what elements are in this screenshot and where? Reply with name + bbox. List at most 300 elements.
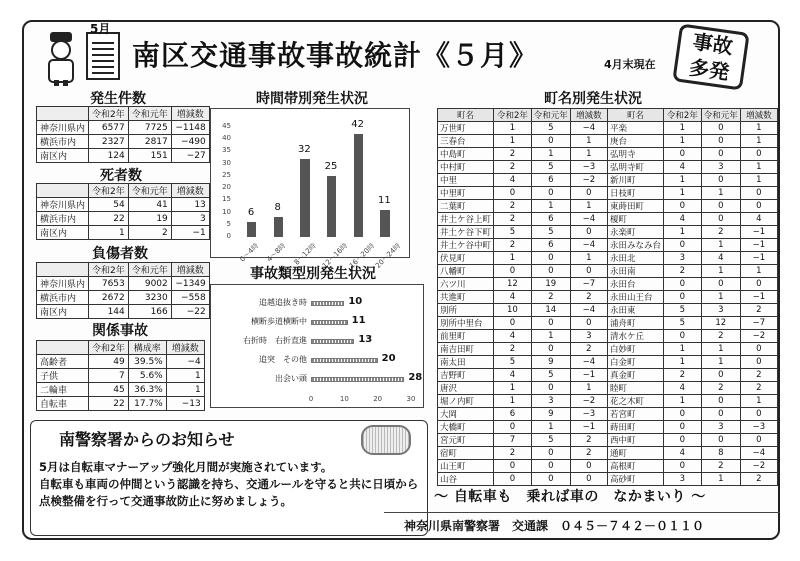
table-cell: 中島町 [438,148,494,161]
table-cell: 神奈川県内 [37,121,89,135]
table-cell: 0 [701,200,740,213]
table-cell: 0 [570,187,607,200]
table-cell: 0 [531,447,570,460]
table-cell: 0 [531,187,570,200]
bar [311,339,354,344]
table-cell: 永田みなみ台 [607,239,663,252]
table-cell: 7 [89,369,129,383]
table-row [438,408,778,421]
header-cell: 構成率 [128,341,166,355]
table-cell: 5.6% [128,369,166,383]
bar [311,301,344,306]
bar [300,159,309,237]
table-cell: 1 [740,265,777,278]
table-cell: 山王町 [438,460,494,473]
as-of-date: 4月末現在 [604,58,656,71]
table-cell: 1 [570,148,607,161]
table-cell: 166 [128,305,171,319]
table-cell: 2 [531,291,570,304]
table-cell: 5 [664,317,702,330]
table-cell: 2 [128,226,171,240]
table-cell: 弘明寺町 [607,161,663,174]
table-cell: 新川町 [607,174,663,187]
table-cell: −2 [740,330,777,343]
header-cell: 令和2年 [89,341,129,355]
table-cell: 12 [701,317,740,330]
table-cell: 0 [664,421,702,434]
table-cell: 4 [494,330,532,343]
table-cell: 南太田 [438,356,494,369]
table-row [438,265,778,278]
table-cell: 1 [531,421,570,434]
table-cell: 1 [740,395,777,408]
table-cell: −4 [570,213,607,226]
table-cell: 1 [664,226,702,239]
table-cell: 0 [494,317,532,330]
injuries-table [36,262,210,319]
table-cell: −1 [570,369,607,382]
table-cell: 中里町 [438,187,494,200]
x-tick-label: 0 [308,395,314,403]
table-cell: 124 [89,149,129,163]
table-cell: −558 [171,291,209,305]
table-cell: 0 [664,330,702,343]
table-cell: −4 [570,304,607,317]
table-cell: 1 [570,200,607,213]
footer-contact: 神奈川県南警察署 交通課 ０４５－７４２－０１１０ [384,512,780,538]
bar [311,320,348,325]
table-cell: 6577 [89,121,129,135]
table-cell: 子供 [37,369,89,383]
table-cell: 2 [494,200,532,213]
header-cell: 令和元年 [128,184,171,198]
table-cell: 12 [494,278,532,291]
table-cell: 2 [570,434,607,447]
table-cell: 榎町 [607,213,663,226]
table-cell: 0 [570,473,607,486]
table-cell: −22 [171,305,209,319]
header-cell: 令和2年 [89,263,129,277]
table-row [37,291,210,305]
x-tick-label: 8〜12時 [293,241,319,267]
table-cell: 0 [664,434,702,447]
table-cell: 1 [494,252,532,265]
table-cell: 5 [494,356,532,369]
table-cell: 2 [701,382,740,395]
y-tick-label: 15 [222,195,231,204]
table-cell: 2 [570,291,607,304]
table-cell: −4 [570,239,607,252]
deaths-title: 死者数 [100,168,142,184]
category-label: 追越追抜き時 [259,298,307,307]
table-cell: 0 [494,265,532,278]
table-cell: 1 [701,265,740,278]
month-badge: 5月 [90,22,111,36]
x-tick-label: 10 [339,395,349,403]
table-cell: 南区内 [37,149,89,163]
table-cell: 3 [664,252,702,265]
table-cell: 39.5% [128,355,166,369]
table-cell: 1 [701,239,740,252]
table-cell: −4 [740,447,777,460]
table-cell: 2 [494,161,532,174]
table-cell: 0 [531,252,570,265]
table-cell: 0 [570,226,607,239]
table-row [438,252,778,265]
table-cell: −27 [171,149,209,163]
table-row [438,434,778,447]
table-cell: 花之木町 [607,395,663,408]
table-cell: 前里町 [438,330,494,343]
notice-line-2: 自転車も車両の仲間という認識を持ち、交通ルールを守ると共に日頃から点検整備を行って交通事故防止に努めましょう。 [39,477,419,508]
table-cell: 2817 [128,135,171,149]
table-row [438,356,778,369]
y-tick-label: 10 [222,207,231,216]
table-row [438,382,778,395]
bar [247,222,256,237]
table-cell: 吉野町 [438,369,494,382]
table-cell: 平楽 [607,122,663,135]
table-cell: 4 [494,174,532,187]
table-cell: 1 [494,395,532,408]
table-cell: 0 [570,265,607,278]
table-row [438,447,778,460]
bar [311,377,404,382]
table-cell: 八幡町 [438,265,494,278]
table-row [37,397,205,411]
table-cell: 永田台 [607,278,663,291]
table-cell: 19 [128,212,171,226]
y-tick-label: 45 [222,122,231,130]
header-cell: 令和2年 [494,109,532,122]
table-cell: −1 [570,421,607,434]
table-row [438,343,778,356]
table-cell: 永田南 [607,265,663,278]
table-cell: 144 [89,305,129,319]
table-row [37,121,210,135]
data-label: 25 [324,160,338,172]
header-cell: 増減数 [171,184,209,198]
table-cell: 2 [494,343,532,356]
header-cell: 増減数 [171,107,209,121]
table-row [438,135,778,148]
table-row [37,198,210,212]
table-cell: 高砂町 [607,473,663,486]
table-cell: 浦舟町 [607,317,663,330]
table-cell: 13 [171,198,209,212]
table-cell: 5 [664,304,702,317]
x-tick-label: 4〜8時 [265,241,287,264]
header-cell [37,263,89,277]
table-cell: 0 [701,148,740,161]
header-cell: 増減数 [166,341,204,355]
table-cell: 中村町 [438,161,494,174]
header-row [37,107,210,121]
table-cell: 3 [171,212,209,226]
table-cell: 7 [494,434,532,447]
header-cell [37,184,89,198]
bar [311,358,378,363]
table-row [37,277,210,291]
table-cell: 白妙町 [607,343,663,356]
table-cell: 横浜市内 [37,212,89,226]
table-cell: 0 [740,408,777,421]
table-cell: 1 [664,395,702,408]
table-cell: 若宮町 [607,408,663,421]
table-cell: 六ツ川 [438,278,494,291]
table-cell: 0 [740,356,777,369]
table-row [438,187,778,200]
category-label: 追突 その他 [259,355,307,364]
table-cell: 2 [740,473,777,486]
table-cell: 2 [494,239,532,252]
table-cell: 日枝町 [607,187,663,200]
header-cell: 増減数 [570,109,607,122]
table-cell: 東蒔田町 [607,200,663,213]
header-cell: 令和2年 [664,109,702,122]
table-cell: 高齢者 [37,355,89,369]
table-cell: 神奈川県内 [37,198,89,212]
data-label: 28 [408,372,423,383]
notice-title: 南警察署からのお知らせ [59,430,235,449]
table-row [438,460,778,473]
table-cell: 1 [166,383,204,397]
table-cell: −2 [570,174,607,187]
table-cell: 9 [531,408,570,421]
table-cell: 0 [740,148,777,161]
data-label: 32 [297,143,311,155]
table-cell: 1 [570,382,607,395]
table-row [438,200,778,213]
table-row [37,355,205,369]
category-label: 出会い頭 [275,374,307,383]
table-row [438,291,778,304]
table-cell: −2 [570,395,607,408]
table-cell: 永楽町 [607,226,663,239]
table-cell: 別所 [438,304,494,317]
table-cell: 0 [664,460,702,473]
table-cell: 0 [740,343,777,356]
table-cell: 0 [494,187,532,200]
table-cell: 清水ケ丘 [607,330,663,343]
table-cell: 8 [701,447,740,460]
table-cell: 万世町 [438,122,494,135]
table-cell: 1 [494,382,532,395]
table-cell: 5 [531,122,570,135]
table-cell: 二輪車 [37,383,89,397]
table-cell: 2 [570,447,607,460]
table-cell: 0 [701,434,740,447]
table-cell: 10 [494,304,532,317]
table-cell: 0 [494,460,532,473]
table-cell: 井土ケ谷下町 [438,226,494,239]
table-cell: 151 [128,149,171,163]
table-cell: −2 [740,460,777,473]
table-cell: 中里 [438,174,494,187]
table-cell: 1 [89,226,129,240]
table-cell: 3 [531,395,570,408]
table-cell: 1 [531,148,570,161]
table-cell: −1 [740,252,777,265]
table-row [438,369,778,382]
table-cell: 南区内 [37,305,89,319]
table-cell: −7 [570,278,607,291]
incidents-table [36,106,210,163]
table-row [438,473,778,486]
table-cell: −1 [740,226,777,239]
table-cell: 4 [664,161,702,174]
table-cell: 0 [701,369,740,382]
table-cell: 2 [740,382,777,395]
table-cell: 自転車 [37,397,89,411]
table-cell: 真金町 [607,369,663,382]
table-cell: 0 [740,278,777,291]
table-cell: 0 [531,382,570,395]
table-cell: 1 [570,252,607,265]
table-cell: 2 [740,304,777,317]
table-cell: 7725 [128,121,171,135]
table-cell: 共進町 [438,291,494,304]
header [24,22,782,94]
table-cell: 0 [494,421,532,434]
table-cell: 5 [531,161,570,174]
header-row [37,184,210,198]
table-cell: 二葉町 [438,200,494,213]
table-cell: 井土ケ谷上町 [438,213,494,226]
towns-title: 町名別発生状況 [544,91,642,107]
table-cell: 堀ノ内町 [438,395,494,408]
table-cell: 庚台 [607,135,663,148]
table-cell: 0 [701,408,740,421]
table-cell: 1 [664,135,702,148]
table-cell: 45 [89,383,129,397]
table-cell: 3 [701,304,740,317]
related-title: 関係事故 [92,323,148,339]
time-chart-title: 時間帯別発生状況 [256,91,368,107]
table-cell: 伏見町 [438,252,494,265]
table-row [438,239,778,252]
y-tick-label: 0 [226,232,231,240]
table-cell: 2 [701,330,740,343]
table-cell: 1 [740,135,777,148]
related-table [36,340,205,411]
y-tick-label: 25 [222,170,231,179]
x-tick-label: 0〜4時 [238,241,261,264]
table-cell: 22 [89,212,129,226]
table-cell: 5 [531,369,570,382]
table-cell: 0 [701,122,740,135]
notice-body [39,459,423,510]
table-cell: 2 [701,226,740,239]
y-tick-label: 35 [222,146,231,155]
table-cell: 0 [740,187,777,200]
x-tick-label: 12〜16時 [321,241,350,270]
table-cell: 0 [664,291,702,304]
table-cell: 2327 [89,135,129,149]
statistics-sheet [22,20,780,540]
table-cell: 3 [570,330,607,343]
table-cell: 1 [701,291,740,304]
table-cell: −1 [171,226,209,240]
header-cell: 令和元年 [128,263,171,277]
table-cell: 大岡 [438,408,494,421]
table-cell: −13 [166,397,204,411]
table-cell: 0 [701,174,740,187]
table-cell: −1148 [171,121,209,135]
table-cell: 1 [664,174,702,187]
table-cell: −3 [740,421,777,434]
table-cell: −3 [570,408,607,421]
table-cell: 4 [664,382,702,395]
table-cell: 2 [664,265,702,278]
header-cell: 増減数 [171,263,209,277]
table-cell: 0 [531,473,570,486]
table-cell: 0 [740,200,777,213]
y-tick-label: 30 [222,158,231,167]
table-cell: 1 [570,135,607,148]
data-label: 10 [348,296,363,307]
table-cell: 41 [128,198,171,212]
table-cell: 6 [531,239,570,252]
table-cell: 2 [570,343,607,356]
table-cell: 54 [89,198,129,212]
table-cell: 9002 [128,277,171,291]
table-cell: 5 [494,226,532,239]
header-cell: 町名 [607,109,663,122]
table-cell: 西中町 [607,434,663,447]
data-label: 20 [381,353,396,364]
table-cell: 19 [531,278,570,291]
table-cell: 17.7% [128,397,166,411]
table-cell: 9 [531,356,570,369]
x-tick-label: 16〜20時 [347,241,376,270]
table-cell: 0 [531,460,570,473]
table-row [438,174,778,187]
header-row [37,341,205,355]
table-cell: 7653 [89,277,129,291]
header-cell: 増減数 [740,109,777,122]
table-cell: 0 [664,200,702,213]
table-cell: 1 [701,356,740,369]
header-cell: 令和2年 [89,107,129,121]
table-cell: 0 [664,278,702,291]
table-cell: 永田北 [607,252,663,265]
y-tick-label: 5 [226,219,231,228]
table-cell: 井土ケ谷中町 [438,239,494,252]
table-cell: 36.3% [128,383,166,397]
table-cell: 0 [531,317,570,330]
table-cell: 睦町 [607,382,663,395]
table-cell: 1 [531,200,570,213]
table-row [438,213,778,226]
table-cell: −1349 [171,277,209,291]
table-cell: 0 [701,135,740,148]
table-cell: 14 [531,304,570,317]
table-cell: −1 [740,291,777,304]
table-cell: 2672 [89,291,129,305]
table-cell: 1 [740,122,777,135]
table-cell: 49 [89,355,129,369]
table-cell: −4 [166,355,204,369]
table-cell: 神奈川県内 [37,277,89,291]
table-cell: 1 [740,161,777,174]
data-label: 8 [274,202,281,214]
table-cell: −490 [171,135,209,149]
table-cell: −4 [570,122,607,135]
table-row [37,135,210,149]
table-cell: 高根町 [607,460,663,473]
table-cell: 唐沢 [438,382,494,395]
